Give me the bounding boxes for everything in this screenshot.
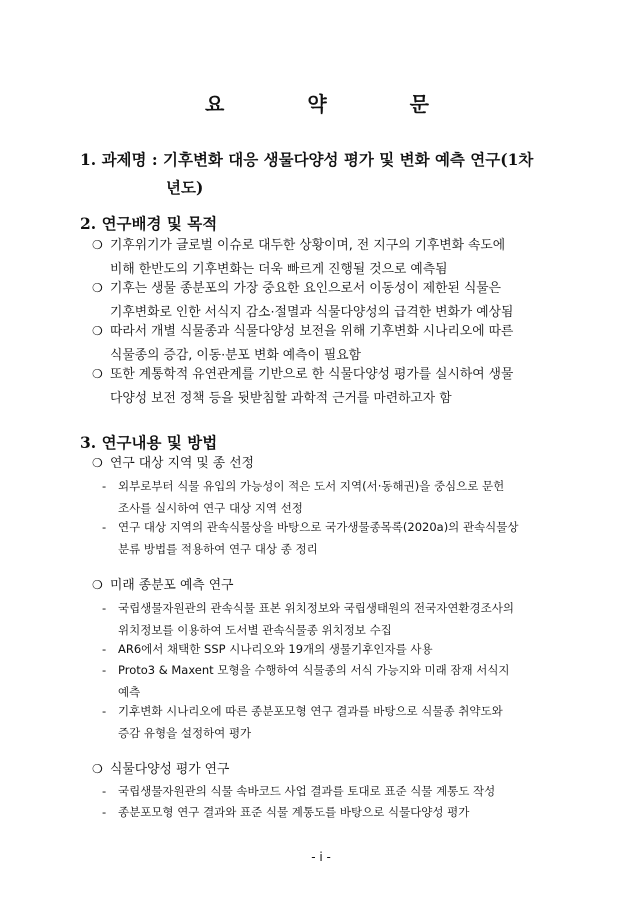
- dash-text-cont: 분류 방법를 적용하여 연구 대상 종 정리: [118, 542, 318, 556]
- dash-item: [102, 659, 510, 703]
- dash-marker: -: [102, 784, 107, 798]
- section-1-heading: [80, 148, 533, 198]
- dash-text: Proto3 & Maxent 모형을 수행하여 식물종의 서식 가능지와 미래 잠재 서식지: [118, 663, 510, 677]
- dash-text-cont: 조사를 실시하여 연구 대상 지역 선정: [118, 501, 303, 515]
- dash-item: [102, 780, 495, 802]
- bullet-item: [92, 276, 513, 325]
- dash-item: [102, 597, 514, 641]
- dash-text: 기후변화 시나리오에 따른 종분포모형 연구 결과를 바탕으로 식물종 취약도와: [118, 704, 503, 718]
- subsection-text: 미래 종분포 예측 연구: [110, 578, 234, 593]
- bullet-text: 기후위기가 글로벌 이슈로 대두한 상황이며, 전 지구의 기후변화 속도에: [110, 238, 506, 253]
- bullet-text: 따라서 개별 식물종과 식물다양성 보전을 위해 기후변화 시나리오에 따른: [110, 324, 514, 339]
- dash-item: [102, 801, 469, 823]
- dash-text: 국립생물자원관의 식물 속바코드 사업 결과를 토대로 표준 식물 계통도 작성: [118, 784, 496, 798]
- bullet-text: 또한 계통학적 유연관계를 기반으로 한 식물다양성 평가를 실시하여 생물: [110, 367, 514, 382]
- bullet-item: [92, 319, 513, 368]
- dash-marker: -: [102, 663, 107, 677]
- heading-line-cont: 년도): [166, 178, 204, 197]
- dash-text: 외부로부터 식물 유입의 가능성이 적은 도서 지역(서·동해권)을 중심으로 문헌: [118, 479, 505, 493]
- bullet-text-cont: 기후변화로 인한 서식지 감소·절멸과 식물다양성의 급격한 변화가 예상됨: [110, 305, 514, 320]
- dash-text-cont: 증감 유형을 설정하여 평가: [118, 726, 252, 740]
- circle-bullet-icon: ❍: [92, 367, 103, 381]
- bullet-text-cont: 식물종의 증감, 이동·분포 변화 예측이 필요함: [110, 348, 361, 363]
- circle-bullet-icon: ❍: [92, 238, 103, 252]
- dash-text: 국립생물자원관의 관속식물 표본 위치정보와 국립생태원의 전국자연환경조사의: [118, 601, 514, 615]
- dash-text: 종분포모형 연구 결과와 표준 식물 계통도를 바탕으로 식물다양성 평가: [118, 805, 470, 819]
- circle-bullet-icon: ❍: [92, 456, 103, 470]
- page-number: - i -: [311, 850, 331, 864]
- bullet-item: [92, 362, 513, 411]
- dash-text-cont: 위치정보를 이용하여 도서별 관속식물종 위치정보 수집: [118, 623, 392, 637]
- section-3-heading: 3. 연구내용 및 방법: [80, 433, 218, 452]
- dash-item: [102, 475, 504, 519]
- dash-item: [102, 638, 433, 660]
- dash-marker: -: [102, 642, 107, 656]
- subsection-text: 식물다양성 평가 연구: [110, 762, 230, 777]
- dash-marker: -: [102, 601, 107, 615]
- dash-item: [102, 700, 503, 744]
- circle-bullet-icon: ❍: [92, 324, 103, 338]
- bullet-item: [92, 233, 505, 282]
- heading-line: 1. 과제명 : 기후변화 대응 생물다양성 평가 및 변화 예측 연구(1차: [80, 150, 534, 169]
- subsection-label: [92, 573, 233, 598]
- bullet-text-cont: 다양성 보전 정책 등을 뒷받침할 과학적 근거를 마련하고자 함: [110, 391, 452, 406]
- dash-marker: -: [102, 479, 107, 493]
- bullet-text: 기후는 생물 종분포의 가장 중요한 요인으로서 이동성이 제한된 식물은: [110, 281, 502, 296]
- dash-text: AR6에서 채택한 SSP 시나리오와 19개의 생물기후인자를 사용: [118, 642, 433, 656]
- dash-text-cont: 예측: [118, 685, 141, 699]
- circle-bullet-icon: ❍: [92, 762, 103, 776]
- dash-item: [102, 516, 519, 560]
- subsection-label: [92, 451, 254, 476]
- circle-bullet-icon: ❍: [92, 578, 103, 592]
- bullet-text-cont: 비해 한반도의 기후변화는 더욱 빠르게 진행될 것으로 예측됨: [110, 262, 448, 277]
- dash-text: 연구 대상 지역의 관속식물상을 바탕으로 국가생물종목록(2020a)의 관속식물상: [118, 520, 519, 534]
- subsection-text: 연구 대상 지역 및 종 선정: [110, 456, 254, 471]
- circle-bullet-icon: ❍: [92, 281, 103, 295]
- dash-marker: -: [102, 805, 107, 819]
- subsection-label: [92, 757, 229, 782]
- dash-marker: -: [102, 704, 107, 718]
- dash-marker: -: [102, 520, 107, 534]
- section-2-heading: 2. 연구배경 및 목적: [80, 214, 218, 233]
- page-title: 요 약 문: [205, 92, 467, 116]
